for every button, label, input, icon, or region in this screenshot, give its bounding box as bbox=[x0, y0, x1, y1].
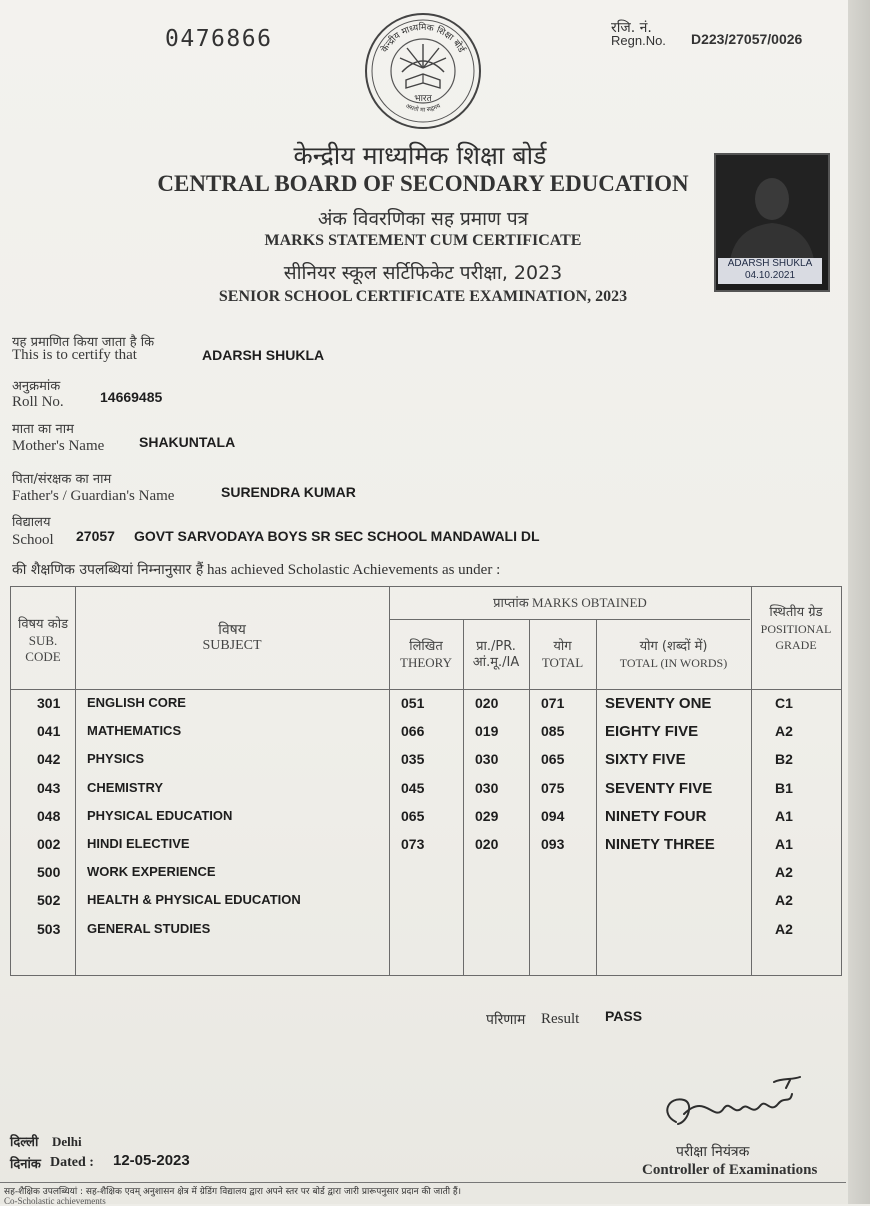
roll-label-hi: अनुक्रमांक bbox=[12, 379, 61, 394]
certificate-number: 0476866 bbox=[165, 26, 273, 52]
header-total: योग TOTAL bbox=[541, 639, 584, 670]
date-label-en: Dated : bbox=[50, 1155, 94, 1170]
cell-subject: GENERAL STUDIES bbox=[87, 920, 211, 936]
svg-text:केन्द्रीय माध्यमिक शिक्षा बोर्: केन्द्रीय माध्यमिक शिक्षा बोर्ड bbox=[380, 22, 466, 55]
cell-code: 043 bbox=[37, 779, 61, 796]
cell-theory: 035 bbox=[401, 751, 425, 768]
cell-code: 002 bbox=[37, 836, 61, 852]
cell-theory: 065 bbox=[401, 807, 425, 824]
mother-label-hi: माता का नाम bbox=[12, 422, 74, 437]
cell-code: 042 bbox=[37, 751, 61, 768]
cell-pr: 030 bbox=[475, 779, 499, 796]
scanner-edge bbox=[848, 0, 870, 1204]
cell-words: SEVENTY FIVE bbox=[605, 779, 713, 797]
regn-label-hi: रजि. नं. bbox=[611, 20, 652, 36]
roll-label-en: Roll No. bbox=[12, 394, 64, 410]
cell-subject: PHYSICS bbox=[87, 751, 145, 767]
cell-subject: CHEMISTRY bbox=[87, 779, 164, 795]
cell-total: 085 bbox=[541, 723, 565, 740]
father-name: SURENDRA KUMAR bbox=[221, 484, 356, 500]
cell-grade: A2 bbox=[775, 723, 793, 740]
cell-code: 048 bbox=[37, 807, 61, 824]
mother-name: SHAKUNTALA bbox=[139, 434, 236, 450]
header-code: विषय कोड SUB. CODE bbox=[17, 617, 69, 664]
header-theory: लिखित THEORY bbox=[400, 639, 452, 670]
cell-grade: B2 bbox=[775, 751, 793, 768]
cell-code: 301 bbox=[37, 695, 61, 711]
header-marks-obtained: प्राप्तांक MARKS OBTAINED bbox=[493, 595, 647, 611]
cell-code: 041 bbox=[37, 723, 61, 740]
header-total-words: योग (शब्दों में) TOTAL (IN WORDS) bbox=[619, 639, 728, 670]
footer-divider bbox=[0, 1182, 846, 1183]
cell-theory: 073 bbox=[401, 836, 425, 852]
cell-grade: A1 bbox=[775, 836, 793, 852]
date-label-hi: दिनांक bbox=[10, 1157, 41, 1172]
cell-subject: WORK EXPERIENCE bbox=[87, 864, 216, 880]
scholastic-intro-en: has achieved Scholastic Achievements as under : bbox=[207, 562, 501, 578]
cell-grade: A2 bbox=[775, 864, 793, 881]
regn-label-en: Regn.No. bbox=[611, 33, 666, 48]
cell-pr: 020 bbox=[475, 836, 499, 852]
cell-grade: A2 bbox=[775, 920, 793, 937]
cell-code: 502 bbox=[37, 892, 61, 909]
cell-grade: C1 bbox=[775, 695, 793, 711]
cell-grade: B1 bbox=[775, 779, 793, 796]
footer-note-en: Co-Scholastic achievements bbox=[4, 1196, 106, 1206]
cbse-emblem-icon bbox=[362, 10, 484, 132]
roll-number: 14669485 bbox=[100, 389, 163, 405]
cell-theory: 051 bbox=[401, 695, 425, 711]
marks-table bbox=[10, 586, 842, 976]
footer-note-hi: सह-शैक्षिक उपलब्धियां : सह-शैक्षिक एवम् अनुशासन क्षेत्र में ग्रेडिंग विद्यालय द्वारा अपने स्तर पर बोर्ड द्वारा जारी प्रारूपनुसार प्रदान की जाती हैं। bbox=[4, 1187, 462, 1197]
cell-words: SEVENTY ONE bbox=[605, 695, 712, 712]
cell-subject: MATHEMATICS bbox=[87, 723, 182, 739]
header-practical: प्रा./PR. आं.मू./IA bbox=[472, 639, 520, 670]
exam-title-english: SENIOR SCHOOL CERTIFICATE EXAMINATION, 2023 bbox=[218, 288, 628, 305]
cell-theory: 045 bbox=[401, 779, 425, 796]
controller-label-hi: परीक्षा नियंत्रक bbox=[676, 1144, 750, 1160]
statement-title-english: MARKS STATEMENT CUM CERTIFICATE bbox=[264, 232, 582, 249]
cell-total: 065 bbox=[541, 751, 565, 768]
certify-label-en: This is to certify that bbox=[12, 347, 137, 363]
header-grade: स्थितीय ग्रेड POSITIONAL GRADE bbox=[760, 605, 832, 652]
cell-subject: PHYSICAL EDUCATION bbox=[87, 807, 233, 823]
photo-caption-date: 04.10.2021 bbox=[744, 270, 796, 281]
exam-title-hindi: सीनियर स्कूल सर्टिफिकेट परीक्षा, 2023 bbox=[283, 262, 563, 284]
cell-pr: 019 bbox=[475, 723, 499, 740]
controller-label-en: Controller of Examinations bbox=[642, 1162, 818, 1178]
cell-words: NINETY FOUR bbox=[605, 807, 707, 825]
cell-total: 094 bbox=[541, 807, 565, 824]
cell-subject: HINDI ELECTIVE bbox=[87, 836, 190, 851]
student-name: ADARSH SHUKLA bbox=[202, 347, 325, 363]
school-name: GOVT SARVODAYA BOYS SR SEC SCHOOL MANDAWALI DL bbox=[134, 528, 540, 544]
father-label-en: Father's / Guardian's Name bbox=[12, 488, 175, 504]
cell-words: NINETY THREE bbox=[605, 836, 715, 853]
cell-pr: 029 bbox=[475, 807, 499, 824]
cell-words: SIXTY FIVE bbox=[605, 751, 686, 769]
svg-text:असतो मा सद्गमय: असतो मा सद्गमय bbox=[404, 102, 442, 114]
photo-caption bbox=[718, 258, 822, 284]
scholastic-intro-hi: की शैक्षणिक उपलब्धियां निम्नानुसार हैं bbox=[12, 562, 204, 578]
school-label-hi: विद्यालय bbox=[12, 515, 51, 530]
header-subject: विषय SUBJECT bbox=[202, 622, 262, 653]
cell-pr: 030 bbox=[475, 751, 499, 768]
place-label-en: Delhi bbox=[52, 1134, 82, 1149]
cell-words: EIGHTY FIVE bbox=[605, 723, 699, 741]
signature-icon bbox=[654, 1074, 814, 1144]
result-value: PASS bbox=[605, 1008, 643, 1024]
regn-number: D223/27057/0026 bbox=[691, 31, 803, 47]
cell-grade: A2 bbox=[775, 892, 793, 909]
cell-total: 071 bbox=[541, 695, 565, 711]
cell-subject: HEALTH & PHYSICAL EDUCATION bbox=[87, 892, 301, 908]
cell-code: 500 bbox=[37, 864, 61, 881]
statement-title-hindi: अंक विवरणिका सह प्रमाण पत्र bbox=[317, 208, 529, 230]
photo-caption-name: ADARSH SHUKLA bbox=[727, 258, 813, 269]
cell-code: 503 bbox=[37, 920, 61, 937]
cell-pr: 020 bbox=[475, 695, 499, 711]
svg-text:भारत: भारत bbox=[414, 94, 432, 104]
school-code: 27057 bbox=[76, 528, 115, 544]
cell-theory: 066 bbox=[401, 723, 425, 740]
scholastic-intro bbox=[12, 560, 500, 579]
issue-date: 12-05-2023 bbox=[113, 1152, 190, 1169]
cell-subject: ENGLISH CORE bbox=[87, 695, 186, 710]
board-title-english: CENTRAL BOARD OF SECONDARY EDUCATION bbox=[157, 171, 689, 196]
cell-total: 093 bbox=[541, 836, 565, 852]
board-title-hindi: केन्द्रीय माध्यमिक शिक्षा बोर्ड bbox=[293, 141, 547, 170]
certify-label-hi: यह प्रमाणित किया जाता है कि bbox=[12, 335, 155, 350]
cell-grade: A1 bbox=[775, 807, 793, 824]
result-label-hi: परिणाम bbox=[486, 1012, 526, 1028]
place-label-hi: दिल्ली bbox=[10, 1135, 39, 1150]
cell-total: 075 bbox=[541, 779, 565, 796]
father-label-hi: पिता/संरक्षक का नाम bbox=[12, 472, 112, 487]
result-label-en: Result bbox=[541, 1011, 580, 1027]
mother-label-en: Mother's Name bbox=[12, 438, 105, 454]
person-silhouette-icon bbox=[716, 155, 828, 260]
school-label-en: School bbox=[12, 532, 54, 548]
